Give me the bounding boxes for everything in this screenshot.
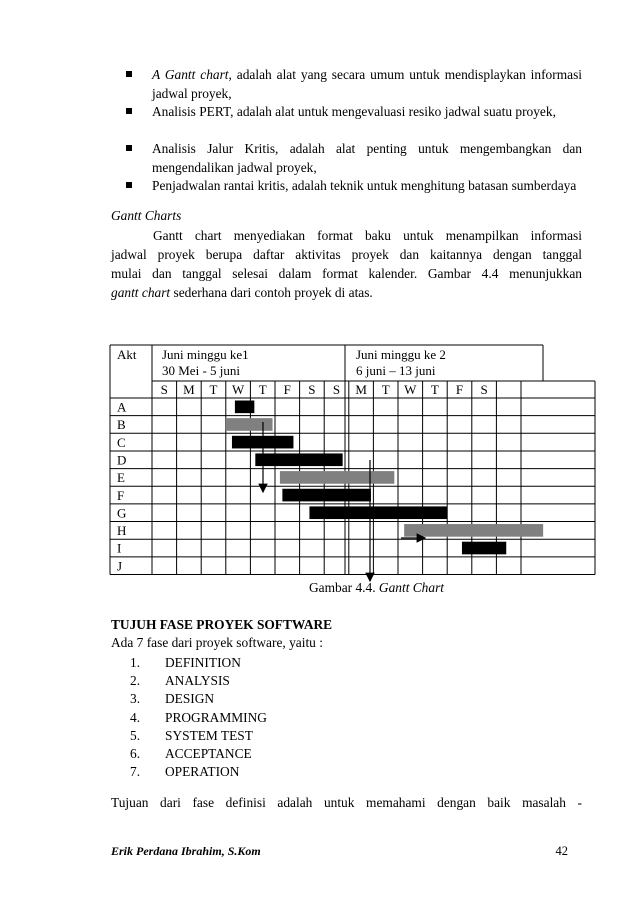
gantt-day-label: T — [258, 382, 267, 397]
gantt-bar — [282, 489, 371, 502]
gantt-day-label: T — [209, 382, 218, 397]
gantt-bar — [235, 401, 254, 414]
gantt-day-label: F — [283, 382, 291, 397]
gantt-day-label: F — [455, 382, 464, 397]
gantt-row-label: J — [117, 558, 123, 574]
bullet-text: Penjadwalan rantai kritis, adalah teknik untuk menghitung batasan sumberdaya — [152, 178, 577, 193]
paragraph-line: mulai dan tanggal selesai dalam format kalender. Gambar 4.4 menunjukkan — [111, 266, 582, 281]
gantt-day-label: S — [480, 382, 488, 397]
list-item: 4. PROGRAMMING — [130, 709, 267, 725]
footer-author: Erik Perdana Ibrahim, S.Kom — [111, 844, 261, 858]
page-footer — [111, 844, 582, 859]
gantt-week2-dates: 6 juni – 13 juni — [356, 363, 436, 378]
list-item: 7. OPERATION — [130, 764, 240, 780]
paragraph-line: jadwal proyek berupa daftar aktivitas proyek dan kaitannya dengan tanggal — [111, 247, 582, 262]
paragraph-line: Gantt chart menyediakan format baku untuk menampilkan informasi — [153, 228, 582, 243]
gantt-header-akt: Akt — [117, 347, 137, 362]
gantt-day-label: W — [404, 382, 417, 397]
gantt-day-label: M — [355, 382, 367, 397]
intro-text: Ada 7 fase dari proyek software, yaitu : — [111, 635, 323, 650]
gantt-row-label: D — [117, 452, 127, 468]
bullet-text: Analisis Jalur Kritis, adalah alat penting untuk mengembangkan dan mengendalikan jadwal proyek, — [152, 141, 582, 175]
gantt-bar — [280, 471, 394, 484]
list-item: 5. SYSTEM TEST — [130, 727, 253, 743]
gantt-grid — [110, 345, 595, 575]
gantt-week1-dates: 30 Mei - 5 juni — [162, 363, 240, 378]
caption-emphasis: Gantt Chart — [378, 580, 445, 595]
paragraph-line: gantt chart sederhana dari contoh proyek di atas. — [111, 285, 373, 300]
paragraph-emphasis: gantt chart — [111, 285, 171, 300]
gantt-bar — [404, 524, 543, 537]
gantt-bar — [226, 418, 273, 431]
gantt-row-label: G — [117, 505, 127, 521]
list-item: 3. DESIGN — [130, 691, 215, 707]
gantt-week1-title: Juni minggu ke1 — [162, 347, 249, 362]
bullet-text: Analisis PERT, adalah alat untuk mengevaluasi resiko jadwal suatu proyek, — [152, 104, 556, 119]
gantt-day-label: S — [308, 382, 316, 397]
figure-caption: Gambar 4.4. Gantt Chart — [308, 580, 445, 595]
gantt-week2-title: Juni minggu ke 2 — [356, 347, 446, 362]
gantt-row-label: C — [117, 434, 126, 450]
gantt-row-label: I — [117, 540, 122, 556]
gantt-row-label: A — [117, 399, 127, 415]
phase-list — [130, 654, 267, 781]
gantt-bar — [309, 506, 447, 519]
gantt-day-label: S — [160, 382, 168, 397]
gantt-row-label: E — [117, 470, 125, 486]
bullet-emphasis: A Gantt chart — [152, 67, 229, 82]
gantt-day-label: T — [430, 382, 439, 397]
gantt-bar — [255, 453, 342, 466]
gantt-bar — [462, 542, 506, 555]
gantt-row-label: B — [117, 417, 126, 433]
page-number: 42 — [555, 844, 568, 858]
gantt-day-label: W — [231, 382, 245, 397]
gantt-day-label: S — [332, 382, 341, 397]
gantt-bars — [226, 401, 543, 555]
gantt-day-label: M — [183, 382, 195, 397]
gantt-row-label: H — [117, 523, 127, 539]
list-item: 1. DEFINITION — [130, 655, 241, 670]
gantt-day-label: T — [381, 382, 390, 397]
closing-line: Tujuan dari fase definisi adalah untuk memahami dengan baik masalah - — [111, 795, 582, 810]
gantt-row-label: F — [117, 487, 125, 503]
bullet-text: , adalah alat yang secara umum untuk mendisplaykan informasi jadwal proyek, — [152, 67, 583, 101]
list-item: 6. ACCEPTANCE — [130, 745, 252, 761]
section-heading: TUJUH FASE PROYEK SOFTWARE — [111, 617, 333, 632]
section-title: Gantt Charts — [111, 208, 182, 223]
list-item: 2. ANALYSIS — [130, 673, 230, 689]
